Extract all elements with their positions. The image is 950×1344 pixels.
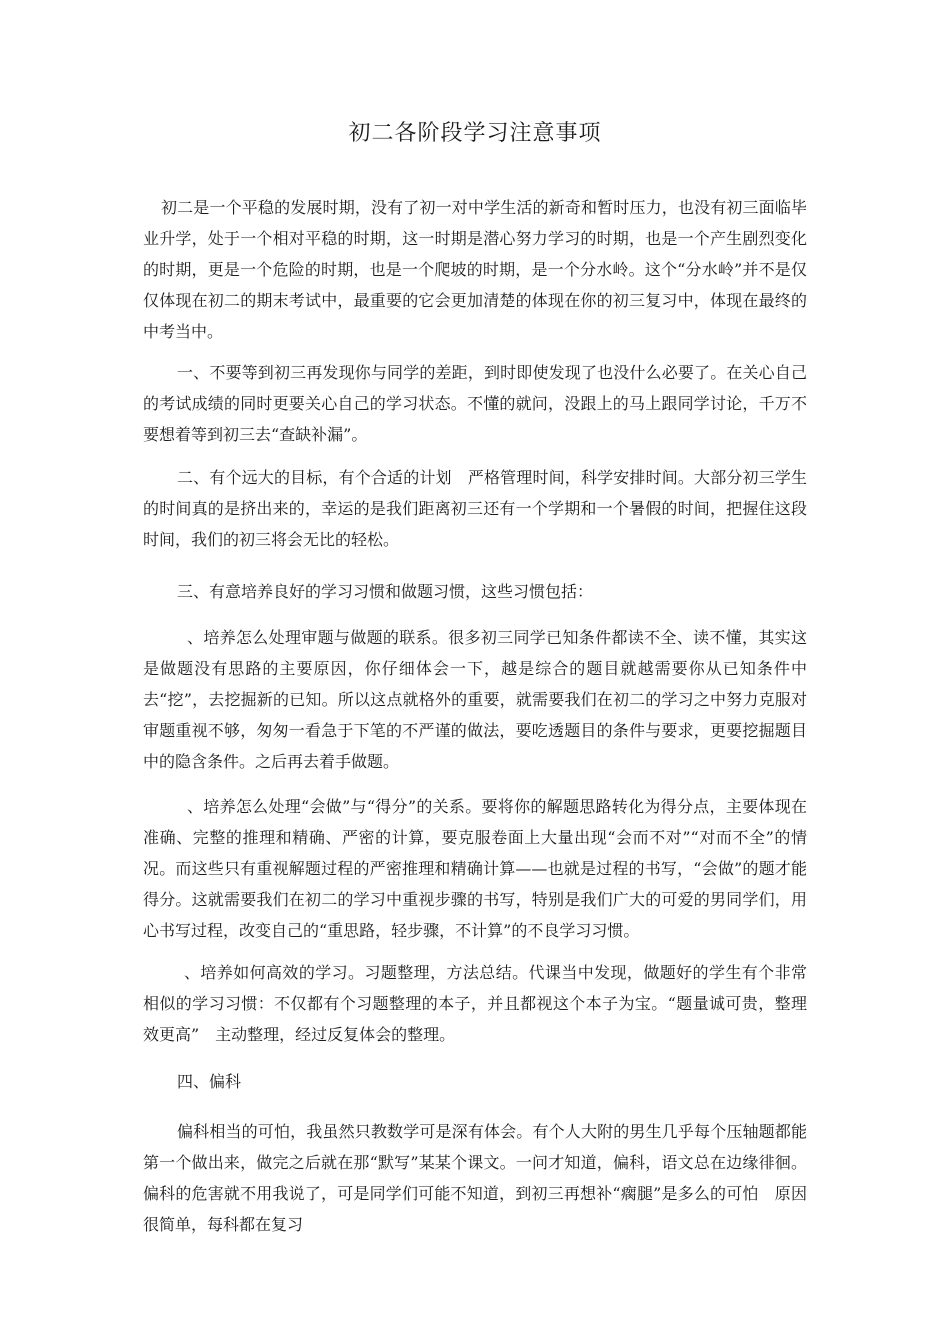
- intro-paragraph: 初二是一个平稳的发展时期，没有了初一对中学生活的新奇和暂时压力，也没有初三面临毕业升学，处于一个相对平稳的时期，这一时期是潜心努力学习的时期，也是一个产生剧烈变化的时期，更是一个危险的时期，也是一个爬坡的时期，是一个分水岭。这个“分水岭”并不是仅仅体现在初二的期末考试中，最重要的它会更加清楚的体现在你的初三复习中，体现在最终的中考当中。: [143, 198, 807, 341]
- habit-item-3: 、培养如何高效的学习。习题整理，方法总结。代课当中发现，做题好的学生有个非常相似的学习习惯：不仅都有个习题整理的本子，并且都视这个本子为宝。“题量诚可贵，整理效更高” 主动整理，经过反复体会的整理。: [143, 963, 807, 1044]
- habit-item-1: 、培养怎么处理审题与做题的联系。很多初三同学已知条件都读不全、读不懂，其实这是做题没有思路的主要原因，你仔细体会一下，越是综合的题目就越需要你从已知条件中去“挖”，去挖掘新的已知。所以这点就格外的重要，就需要我们在初二的学习之中努力克服对审题重视不够，匆匆一看急于下笔的不严谨的做法，要吃透题目的条件与要求，更要挖掘题目中的隐含条件。之后再去着手做题。: [143, 628, 807, 771]
- section-two-paragraph: 二、有个远大的目标，有个合适的计划 严格管理时间，科学安排时间。大部分初三学生的时间真的是挤出来的，幸运的是我们距离初三还有一个学期和一个暑假的时间，把握住这段时间，我们的初三将会无比的轻松。: [143, 468, 807, 549]
- section-one-paragraph: 一、不要等到初三再发现你与同学的差距，到时即使发现了也没什么必要了。在关心自己的考试成绩的同时更要关心自己的学习状态。不懂的就问，没跟上的马上跟同学讨论，千万不要想着等到初三去“查缺补漏”。: [143, 363, 807, 444]
- section-four-paragraph: 偏科相当的可怕，我虽然只教数学可是深有体会。有个人大附的男生几乎每个压轴题都能第一个做出来，做完之后就在那“默写”某某个课文。一问才知道，偏科，语文总在边缘徘徊。偏科的危害就不用我说了，可是同学们可能不知道，到初三再想补“瘸腿”是多么的可怕 原因很简单，每科都在复习: [143, 1122, 807, 1234]
- section-three-heading: 三、有意培养良好的学习习惯和做题习惯，这些习惯包括：: [177, 582, 594, 601]
- habit-item-2: 、培养怎么处理“会做”与“得分”的关系。要将你的解题思路转化为得分点，主要体现在准确、完整的推理和精确、严密的计算，要克服卷面上大量出现“会而不对”“对而不全”的情况。而这些只有重视解题过程的严密推理和精确计算——也就是过程的书写，“会做”的题才能得分。这就需要我们在初二的学习中重视步骤的书写，特别是我们广大的可爱的男同学们，用心书写过程，改变自己的“重思路，轻步骤，不计算”的不良学习习惯。: [143, 797, 807, 940]
- document-title: 初二各阶段学习注意事项: [348, 121, 602, 146]
- section-four-heading: 四、偏科: [177, 1072, 242, 1091]
